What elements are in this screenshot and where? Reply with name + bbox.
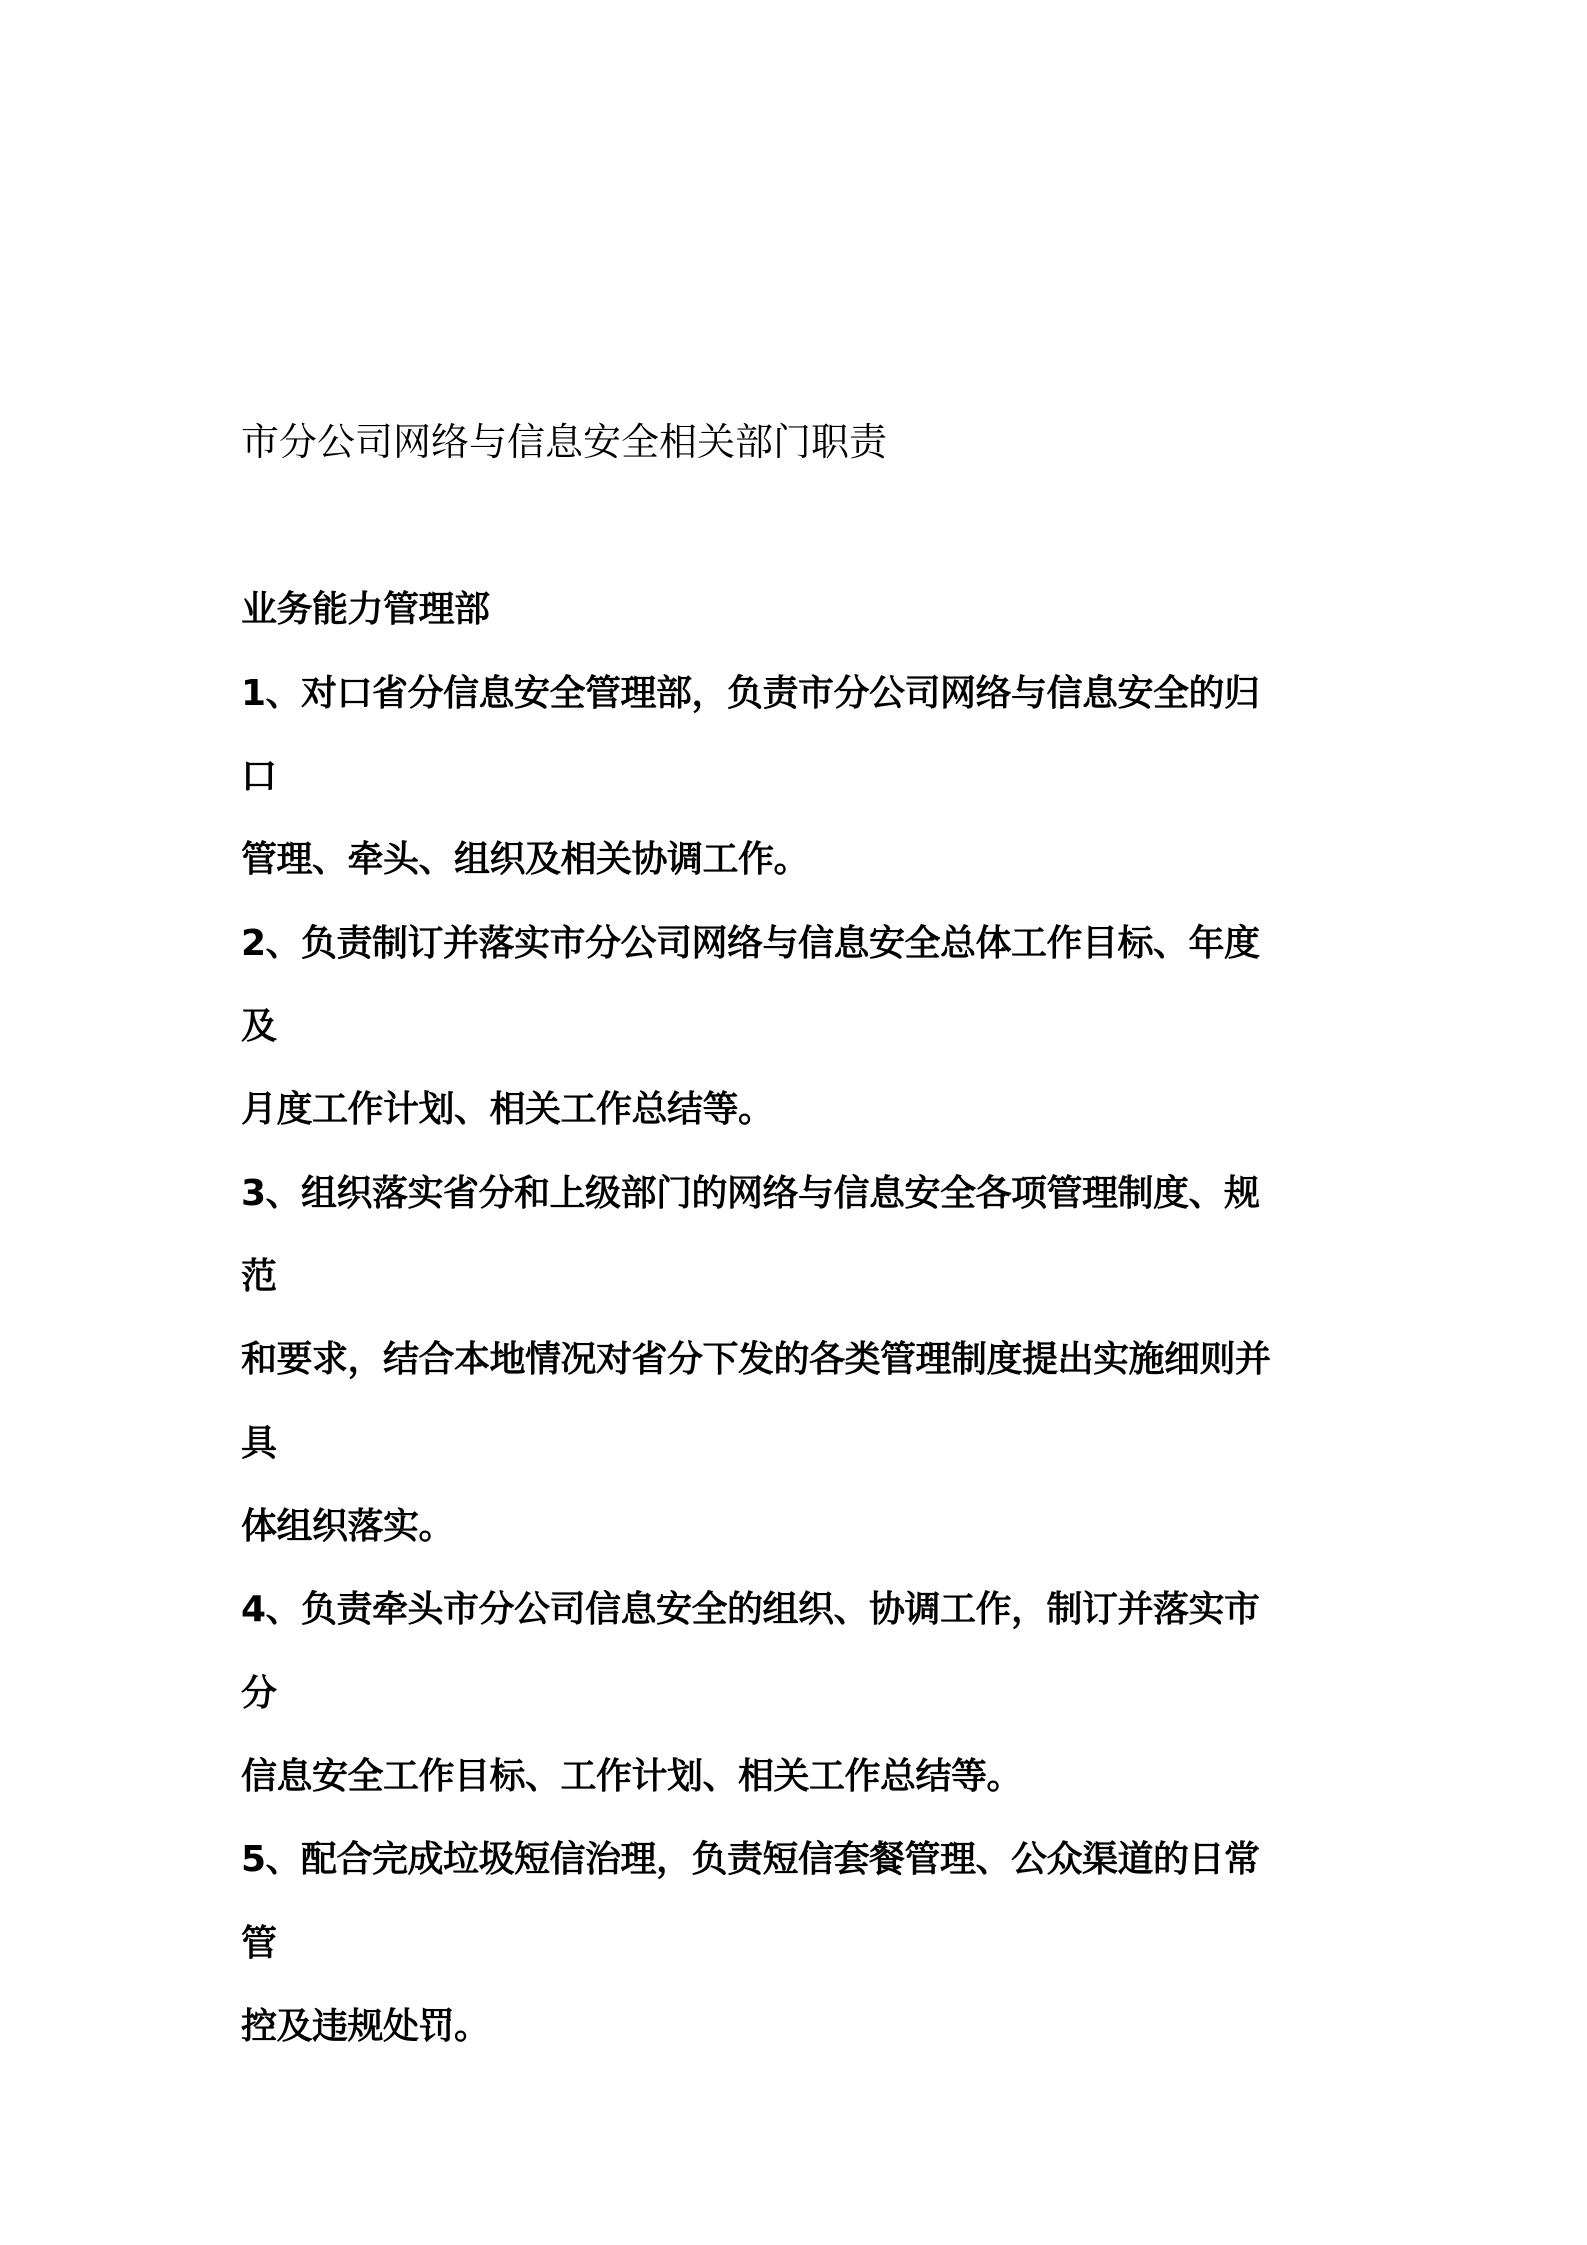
paragraph-line: 控及违规处罚。 xyxy=(241,2006,490,2047)
paragraph-line: 1、对口省分信息安全管理部，负责市分公司网络与信息安全的归 xyxy=(241,673,1260,714)
document-title: 市分公司网络与信息安全相关部门职责 xyxy=(241,420,888,464)
paragraph-line: 月度工作计划、相关工作总结等。 xyxy=(241,1089,774,1130)
paragraph-line: 3、组织落实省分和上级部门的网络与信息安全各项管理制度、规 xyxy=(241,1173,1260,1214)
paragraph-line: 管理、牵头、组织及相关协调工作。 xyxy=(241,839,810,880)
paragraph-line: 范 xyxy=(241,1256,277,1297)
paragraph-line: 管 xyxy=(241,1923,277,1964)
paragraph-line: 分 xyxy=(241,1673,277,1714)
section-heading: 业务能力管理部 xyxy=(241,589,490,630)
paragraph-line: 4、负责牵头市分公司信息安全的组织、协调工作，制订并落实市 xyxy=(241,1589,1260,1630)
paragraph-line: 和要求，结合本地情况对省分下发的各类管理制度提出实施细则并 xyxy=(241,1339,1271,1380)
paragraph-line: 信息安全工作目标、工作计划、相关工作总结等。 xyxy=(241,1756,1023,1797)
paragraph-line: 2、负责制订并落实市分公司网络与信息安全总体工作目标、年度 xyxy=(241,923,1260,964)
paragraph-line: 体组织落实。 xyxy=(241,1506,455,1547)
paragraph-line: 口 xyxy=(241,756,277,797)
paragraph-line: 及 xyxy=(241,1006,277,1047)
paragraph-line: 5、配合完成垃圾短信治理，负责短信套餐管理、公众渠道的日常 xyxy=(241,1839,1260,1880)
paragraph-line: 具 xyxy=(241,1423,277,1464)
